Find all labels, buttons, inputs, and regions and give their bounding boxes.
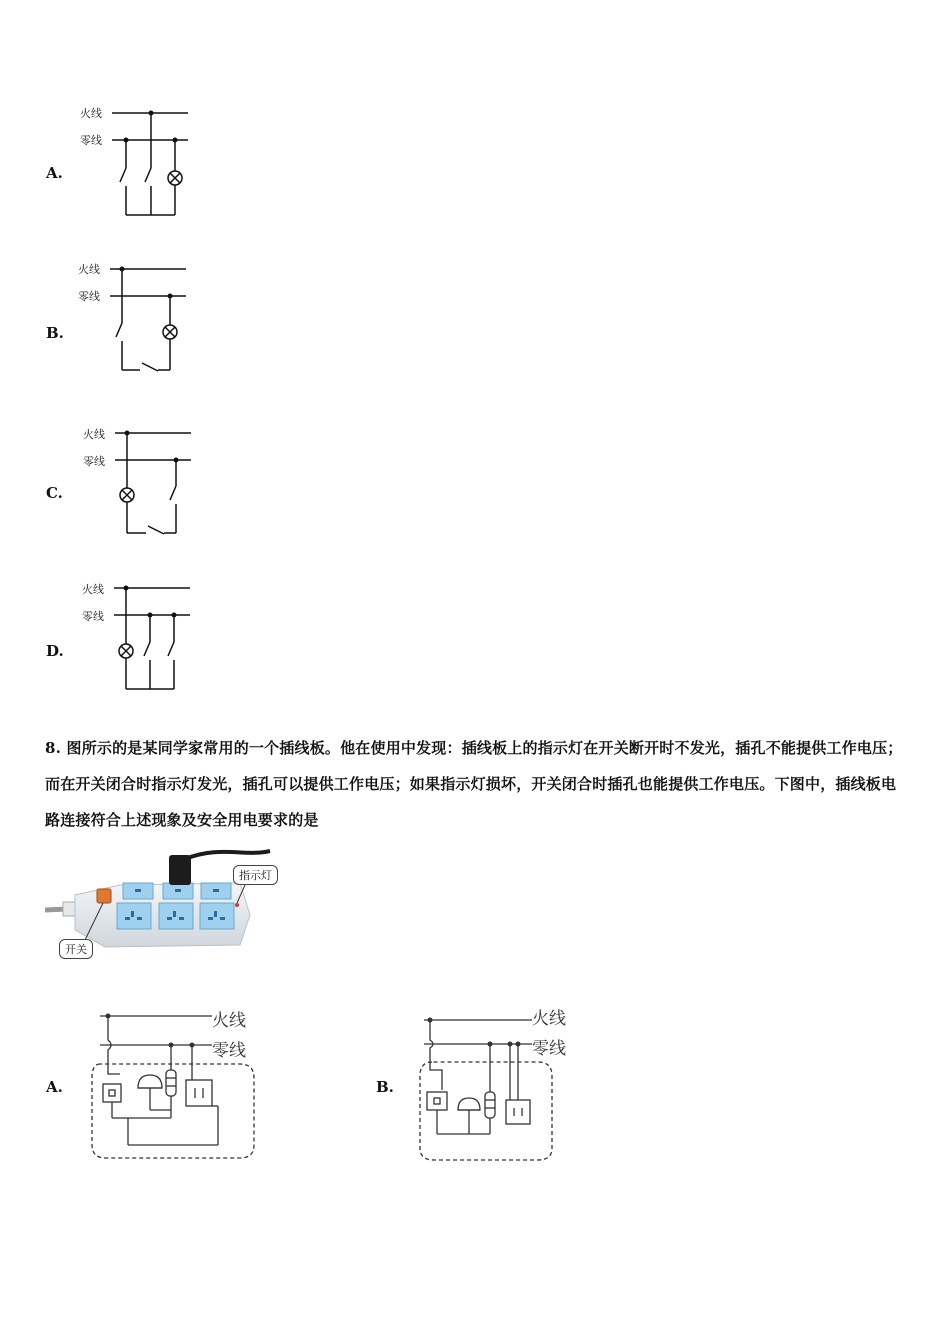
option-a[interactable] <box>40 100 210 225</box>
option-label: B. <box>376 1078 394 1096</box>
question-number: 8. <box>45 739 62 757</box>
live-wire-label: 火线 <box>83 428 105 441</box>
neutral-wire-label: 零线 <box>80 134 102 147</box>
neutral-wire-label: 零线 <box>212 1041 246 1061</box>
circuit-diagram <box>40 420 210 545</box>
live-wire-label: 火线 <box>532 1009 566 1029</box>
indicator-callout: 指示灯 <box>233 865 278 885</box>
option-label: A. <box>46 1078 63 1096</box>
switch-callout: 开关 <box>59 939 93 959</box>
power-strip-photo <box>45 845 290 965</box>
circuit-diagram <box>40 258 210 383</box>
live-wire-label: 火线 <box>82 583 104 596</box>
neutral-wire-label: 零线 <box>82 610 104 623</box>
option-label: B. <box>46 324 64 342</box>
live-wire-label: 火线 <box>80 107 102 120</box>
circuit-diagram <box>40 100 210 225</box>
option-c[interactable] <box>40 420 210 545</box>
neutral-wire-label: 零线 <box>78 290 100 303</box>
option-d[interactable] <box>40 576 210 701</box>
option-label: A. <box>46 164 63 182</box>
live-wire-label: 火线 <box>78 263 100 276</box>
circuit-diagram <box>40 576 210 701</box>
neutral-wire-label: 零线 <box>83 455 105 468</box>
option-label: D. <box>46 642 64 660</box>
live-wire-label: 火线 <box>212 1011 246 1031</box>
power-strip-circuit <box>40 1000 320 1165</box>
q8-option-a[interactable] <box>40 1000 320 1165</box>
option-label: C. <box>46 484 63 502</box>
option-b[interactable] <box>40 258 210 383</box>
q8-option-b[interactable] <box>372 1000 652 1165</box>
question-body: 图所示的是某同学家常用的一个插线板。他在使用中发现：插线板上的指示灯在开关断开时不发光，插孔不能提供工作电压；而在开关闭合时指示灯发光，插孔可以提供工作电压；如果指示灯损坏，开关闭合时插孔也能提供工作电压。下图中，插线板电路连接符合上述现象及安全用电要求的是 <box>45 739 903 829</box>
neutral-wire-label: 零线 <box>532 1039 566 1059</box>
question-8-text <box>45 730 910 838</box>
power-strip-circuit <box>372 1000 652 1165</box>
